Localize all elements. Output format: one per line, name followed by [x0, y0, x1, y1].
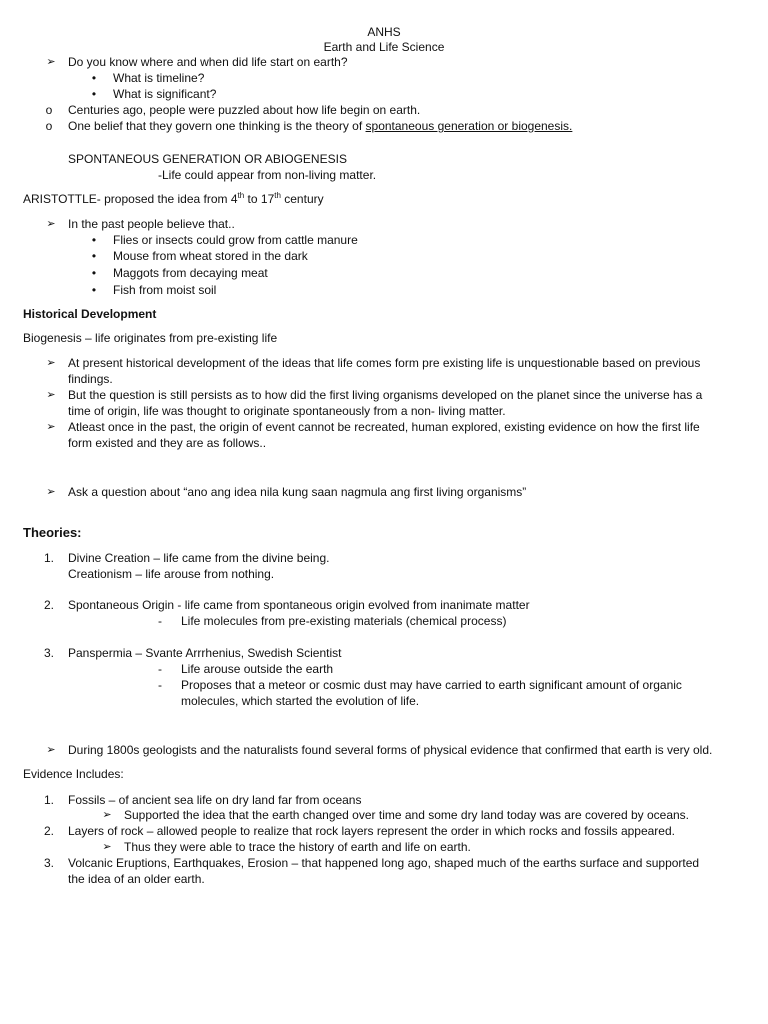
dash-bullet: -: [158, 678, 162, 692]
arrow-bullet-icon: ➢: [46, 744, 56, 756]
aristotle-sup-1: th: [237, 191, 245, 200]
biogenesis-definition: Biogenesis – life originates from pre-existing life: [23, 331, 278, 345]
past-item: Mouse from wheat stored in the dark: [113, 249, 308, 263]
arrow-bullet-icon: ➢: [46, 486, 56, 498]
theory-number: 2.: [44, 598, 55, 612]
theory-panspermia-sub-2-line-2: molecules, which started the evolution of life.: [181, 694, 420, 708]
bullet-icon: •: [91, 266, 97, 280]
evidence-fossils-sub: Supported the idea that the earth changed over time and some dry land today was are covered by oceans.: [124, 808, 690, 822]
arrow-bullet-icon: ➢: [46, 218, 56, 230]
circle-bullet-icon: o: [45, 103, 53, 117]
past-lead: In the past people believe that..: [68, 217, 235, 231]
theory-spontaneous-sub: Life molecules from pre-existing materials (chemical process): [181, 614, 507, 628]
theory-divine-creation: Divine Creation – life came from the divine being.: [68, 551, 330, 565]
historical-point-2-line-2: time of origin, life was thought to originate spontaneously from a non- living matter.: [68, 404, 506, 418]
evidence-fossils: Fossils – of ancient sea life on dry land far from oceans: [68, 793, 362, 807]
past-item: Flies or insects could grow from cattle manure: [113, 233, 358, 247]
intro-centuries: Centuries ago, people were puzzled about how life begin on earth.: [68, 103, 421, 117]
evidence-volcanic-line-2: the idea of an older earth.: [68, 872, 205, 886]
bullet-icon: •: [91, 249, 97, 263]
spontaneous-definition: -Life could appear from non-living matter.: [158, 168, 377, 182]
bullet-icon: •: [91, 71, 97, 85]
arrow-bullet-icon: ➢: [102, 841, 112, 853]
theory-creationism: Creationism – life arouse from nothing.: [68, 567, 275, 581]
historical-point-3-line-1: Atleast once in the past, the origin of event cannot be recreated, human explored, existing evidence on how the first life: [68, 420, 700, 434]
arrow-bullet-icon: ➢: [46, 421, 56, 433]
evidence-layers-sub: Thus they were able to trace the history of earth and life on earth.: [124, 840, 471, 854]
theory-panspermia: Panspermia – Svante Arrrhenius, Swedish Scientist: [68, 646, 342, 660]
past-item: Maggots from decaying meat: [113, 266, 268, 280]
circle-bullet-icon: o: [45, 119, 53, 133]
aristotle-sup-2: th: [274, 191, 281, 200]
arrow-bullet-icon: ➢: [46, 389, 56, 401]
spontaneous-heading: SPONTANEOUS GENERATION OR ABIOGENESIS: [68, 152, 347, 166]
dash-bullet: -: [158, 614, 162, 628]
subject-title: Earth and Life Science: [323, 40, 445, 54]
intro-belief-text: One belief that they govern one thinking is the theory of: [68, 119, 366, 133]
intro-subquestion-significant: What is significant?: [113, 87, 217, 101]
intro-question: Do you know where and when did life start on earth?: [68, 55, 348, 69]
theory-number: 3.: [44, 646, 55, 660]
historical-point-1-line-1: At present historical development of the ideas that life comes form pre existing life is unquestionable based on previous: [68, 356, 701, 370]
evidence-volcanic-line-1: Volcanic Eruptions, Earthquakes, Erosion – that happened long ago, shaped much of the earths surface and supported: [68, 856, 700, 870]
evidence-number: 2.: [44, 824, 55, 838]
arrow-bullet-icon: ➢: [46, 357, 56, 369]
aristotle-text-c: century: [280, 192, 324, 206]
dash-bullet: -: [158, 662, 162, 676]
historical-heading: Historical Development: [23, 307, 157, 321]
past-item: Fish from moist soil: [113, 283, 217, 297]
theory-panspermia-sub-1: Life arouse outside the earth: [181, 662, 334, 676]
bullet-icon: •: [91, 87, 97, 101]
evidence-number: 3.: [44, 856, 55, 870]
theory-spontaneous-origin: Spontaneous Origin - life came from spontaneous origin evolved from inanimate matter: [68, 598, 530, 612]
historical-point-3-line-2: form existed and they are as follows..: [68, 436, 267, 450]
theory-number: 1.: [44, 551, 55, 565]
evidence-number: 1.: [44, 793, 55, 807]
ask-question: Ask a question about “ano ang idea nila kung saan nagmula ang first living organisms”: [68, 485, 527, 499]
aristotle-text-a: ARISTOTTLE- proposed the idea from 4: [23, 192, 238, 206]
aristotle-text-b: to 17: [244, 192, 275, 206]
evidence-layers: Layers of rock – allowed people to realize that rock layers represent the order in which rocks and fossils appeared.: [68, 824, 675, 838]
bullet-icon: •: [91, 233, 97, 247]
theories-heading: Theories:: [23, 525, 82, 540]
intro-subquestion-timeline: What is timeline?: [113, 71, 205, 85]
arrow-bullet-icon: ➢: [102, 809, 112, 821]
historical-point-1-line-2: findings.: [68, 372, 113, 386]
arrow-bullet-icon: ➢: [46, 56, 56, 68]
intro-belief-underlined: spontaneous generation or biogenesis.: [365, 119, 573, 133]
theory-panspermia-sub-2-line-1: Proposes that a meteor or cosmic dust may have carried to earth significant amount of organic: [181, 678, 682, 692]
intro-belief: [68, 118, 572, 134]
historical-point-2-line-1: But the question is still persists as to how did the first living organisms developed on the planet since the universe has a: [68, 388, 703, 402]
aristotle-line: [23, 191, 324, 207]
evidence-intro: During 1800s geologists and the naturalists found several forms of physical evidence that confirmed that earth is very old.: [68, 743, 713, 757]
evidence-heading: Evidence Includes:: [23, 767, 124, 781]
school-name: ANHS: [367, 25, 401, 39]
bullet-icon: •: [91, 283, 97, 297]
